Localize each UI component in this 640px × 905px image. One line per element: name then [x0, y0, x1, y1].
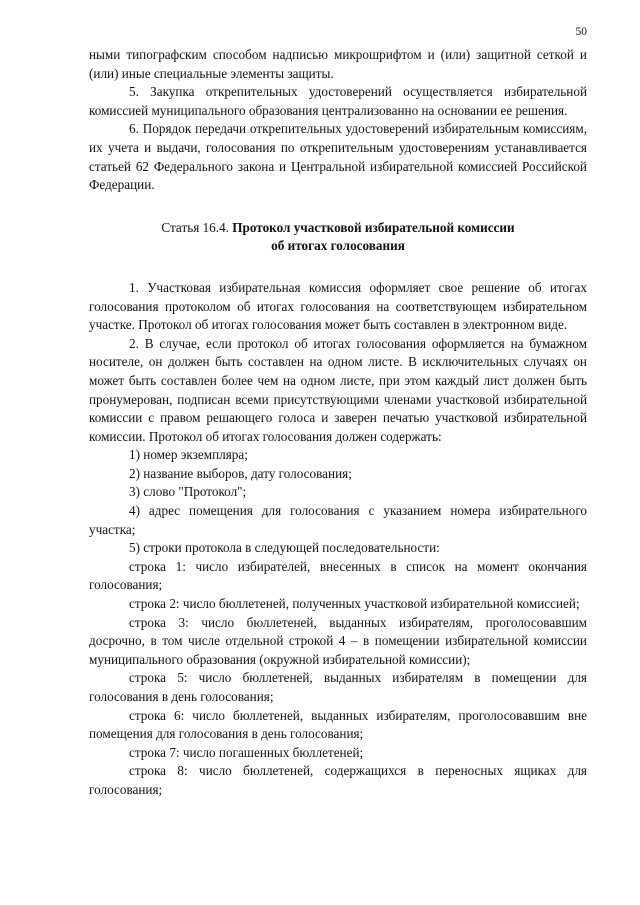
list-item-3: 3) слово "Протокол"; [129, 484, 247, 500]
article-heading-line-1 [89, 219, 587, 238]
protocol-line-7: строка 7: число погашенных бюллетеней; [129, 744, 364, 760]
article-title-part-2: об итогах голосования [271, 238, 405, 254]
protocol-line-3: строка 3: число бюллетеней, выданных избирателям, проголосовавшим досрочно, в том числе отдельной строкой 4 – в помещении избирательной комиссии муниципального образования (окружной избирательной комиссии); [89, 614, 587, 667]
protocol-line-2: строка 2: число бюллетеней, полученных участковой избирательной комиссией; [129, 596, 580, 612]
article-heading-line-2 [89, 237, 587, 256]
list-item-5: 5) строки протокола в следующей последовательности: [129, 540, 440, 556]
article-paragraph-1: 1. Участковая избирательная комиссия оформляет свое решение об итогах голосования протоколом об итогах голосования на соответствующем избирательном участке. Протокол об итогах голосования может быть составлен в электронном виде. [89, 279, 587, 333]
document-body [89, 46, 587, 800]
paragraph-item-6: 6. Порядок передачи открепительных удостоверений избирательным комиссиям, их учета и выдачи, голосования по открепительным удостоверениям устанавливается статьей 62 Федерального закона и Центральной избирательной комиссией Российской Федерации. [89, 121, 587, 193]
article-heading [89, 219, 587, 256]
paragraph-continued: ными типографским способом надписью микрошрифтом и (или) защитной сеткой и (или) иные специальные элементы защиты. [89, 47, 587, 81]
protocol-line-6: строка 6: число бюллетеней, выданных избирателям, проголосовавшим вне помещения для голосования в день голосования; [89, 707, 587, 742]
article-title-part-1: Протокол участковой избирательной комиссии [232, 219, 515, 235]
page-number: 50 [575, 26, 587, 38]
protocol-line-5: строка 5: число бюллетеней, выданных избирателям в помещении для голосования в день голосования; [89, 670, 587, 704]
list-item-2: 2) название выборов, дату голосования; [129, 465, 352, 481]
article-paragraph-2: 2. В случае, если протокол об итогах голосования оформляется на бумажном носителе, он должен быть составлен на одном листе. В исключительных случаях он может быть составлен более чем на одном листе, при этом каждый лист должен быть пронумерован, подписан всеми присутствующими членами участковой избирательной комиссии с правом решающего голоса и заверен печатью участковой избирательной комиссии. Протокол об итогах голосования должен содержать: [89, 335, 587, 444]
list-item-4: 4) адрес помещения для голосования с указанием номера избирательного участка; [89, 503, 587, 537]
article-number: Статья 16.4. [161, 219, 229, 235]
paragraph-item-5: 5. Закупка открепительных удостоверений осуществляется избирательной комиссией муниципального образования централизованно на основании ее решения. [89, 84, 587, 118]
protocol-line-1: строка 1: число избирателей, внесенных в список на момент окончания голосования; [89, 558, 587, 593]
protocol-line-8: строка 8: число бюллетеней, содержащихся в переносных ящиках для голосования; [89, 763, 587, 797]
list-item-1: 1) номер экземпляра; [129, 447, 248, 463]
